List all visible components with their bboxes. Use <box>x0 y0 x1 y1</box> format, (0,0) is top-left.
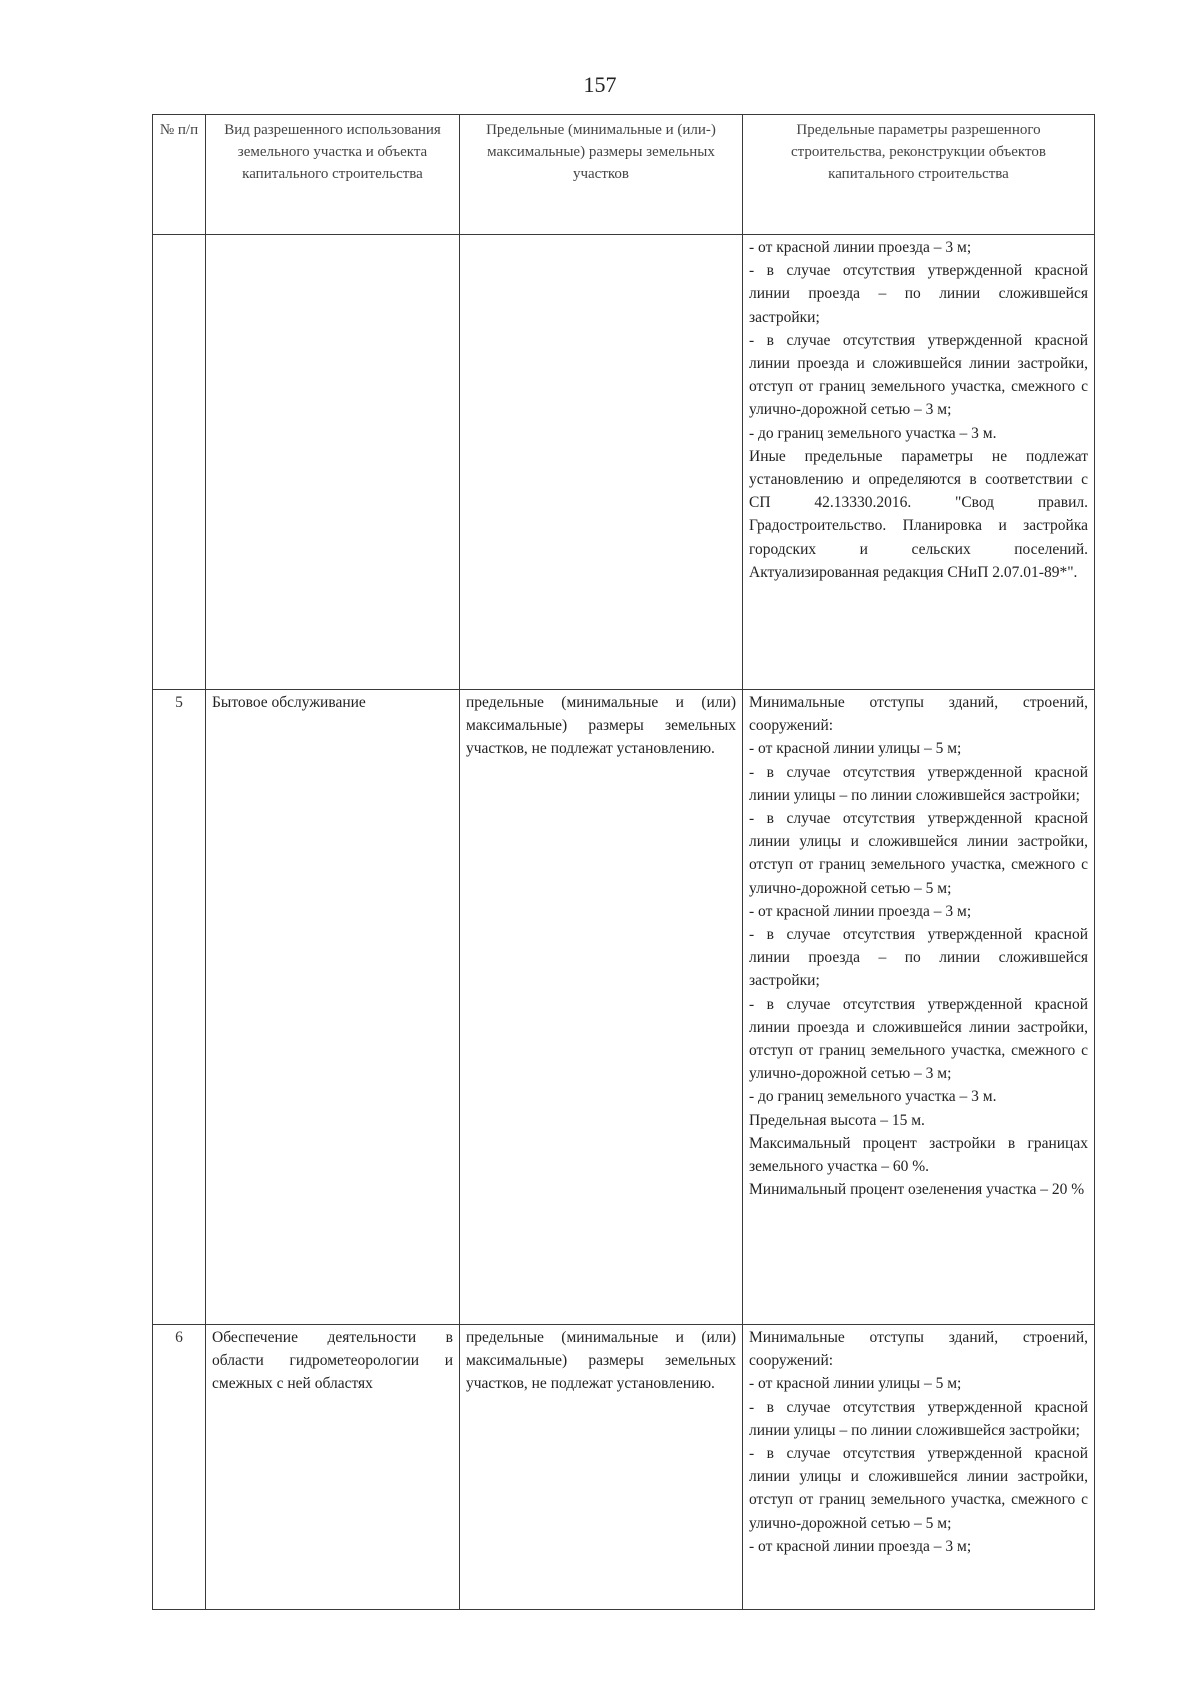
table-row <box>153 1325 1095 1610</box>
param-line: - до границ земельного участка – 3 м. <box>749 424 997 442</box>
row-number: 6 <box>153 1325 206 1610</box>
row-plot-size: предельные (минимальные и (или) максимальные) размеры земельных участков, не подлежат установлению. <box>460 1325 743 1610</box>
param-line: - до границ земельного участка – 3 м. <box>749 1088 997 1106</box>
header-plot-size: Предельные (минимальные и (или-) максимальные) размеры земельных участков <box>460 115 743 235</box>
param-line: - от красной линии проезда – 3 м; <box>749 239 972 256</box>
header-use-type: Вид разрешенного использования земельного участка и объекта капитального строительства <box>206 115 460 235</box>
param-line: - в случае отсутствия утвержденной красной линии улицы и сложившейся линии застройки, отступ от границ земельного участка, смежного с улично-дорожной сетью – 5 м; <box>749 810 1088 897</box>
param-line: Иные предельные параметры не подлежат установлению и определяются в соответствии с СП 42.13330.2016. "Свод правил. Градостроительство. Планировка и застройка городских и сельских поселений. Актуализированная редакция СНиП 2.07.01-89*". <box>749 447 1088 581</box>
param-line: Минимальный процент озеленения участка – 20 % <box>749 1181 1085 1199</box>
param-line: - от красной линии проезда – 3 м; <box>749 902 972 920</box>
row-build-params <box>743 1325 1095 1610</box>
param-line: - в случае отсутствия утвержденной красной линии проезда – по линии сложившейся застройки; <box>749 262 1088 326</box>
table-header-row <box>153 115 1095 235</box>
param-line: - в случае отсутствия утвержденной красной линии улицы – по линии сложившейся застройки; <box>749 1398 1088 1439</box>
row-build-params <box>743 235 1095 690</box>
param-line: Минимальные отступы зданий, строений, сооружений: <box>749 694 1088 735</box>
row-number <box>153 235 206 690</box>
param-line: - в случае отсутствия утвержденной красной линии проезда – по линии сложившейся застройки; <box>749 926 1088 990</box>
page-number: 157 <box>583 72 617 97</box>
param-line: - в случае отсутствия утвержденной красной линии улицы и сложившейся линии застройки, отступ от границ земельного участка, смежного с улично-дорожной сетью – 5 м; <box>749 1445 1088 1532</box>
param-line: Минимальные отступы зданий, строений, сооружений: <box>749 1329 1088 1370</box>
table-row <box>153 690 1095 1325</box>
row-plot-size: предельные (минимальные и (или) максимальные) размеры земельных участков, не подлежат установлению. <box>460 690 743 1325</box>
param-line: - от красной линии улицы – 5 м; <box>749 740 962 758</box>
header-build-params: Предельные параметры разрешенного строительства, реконструкции объектов капитального строительства <box>743 115 1095 235</box>
param-line: - в случае отсутствия утвержденной красной линии проезда и сложившейся линии застройки, отступ от границ земельного участка, смежного с улично-дорожной сетью – 3 м; <box>749 995 1088 1083</box>
row-build-params <box>743 690 1095 1325</box>
param-line: Предельная высота – 15 м. <box>749 1111 925 1129</box>
row-use-type <box>206 235 460 690</box>
param-line: - в случае отсутствия утвержденной красной линии улицы – по линии сложившейся застройки; <box>749 763 1088 804</box>
param-line: Максимальный процент застройки в границах земельного участка – 60 %. <box>749 1134 1088 1176</box>
row-plot-size <box>460 235 743 690</box>
row-use-type: Бытовое обслуживание <box>206 690 460 1325</box>
header-number: № п/п <box>153 115 206 235</box>
param-line: - от красной линии улицы – 5 м; <box>749 1375 962 1393</box>
regulations-table <box>152 114 1095 1610</box>
param-line: - от красной линии проезда – 3 м; <box>749 1537 972 1555</box>
row-use-type: Обеспечение деятельности в области гидрометеорологии и смежных с ней областях <box>206 1325 460 1610</box>
param-line: - в случае отсутствия утвержденной красной линии проезда и сложившейся линии застройки, отступ от границ земельного участка, смежного с улично-дорожной сетью – 3 м; <box>749 331 1088 419</box>
table-row <box>153 235 1095 690</box>
row-number: 5 <box>153 690 206 1325</box>
